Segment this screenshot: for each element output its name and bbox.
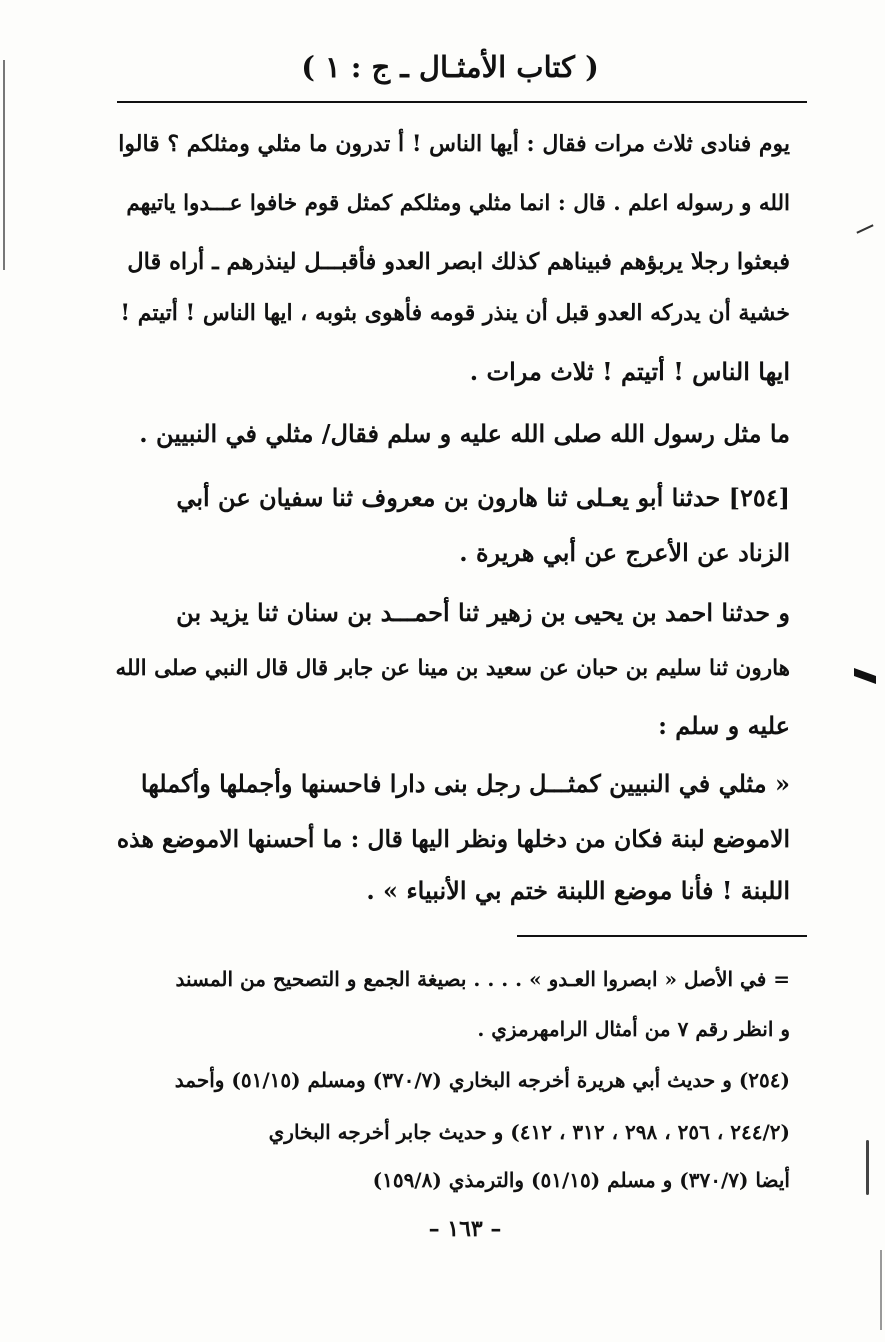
running-header: ( كتاب الأمثـال ـ ج : ١ ) [301,50,599,84]
footnote-line: أيضا (٣٧٠/٧) و مسلم (٥١/١٥) والترمذي (١٥٩/٨) [372,1168,790,1192]
page-number: – ١٦٣ – [428,1216,502,1242]
body-line: عليه و سلم : [658,711,790,740]
body-line: هارون ثنا سليم بن حبان عن سعيد بن مينا عن جابر قال قال النبي صلى الله [115,656,790,681]
left-margin-edge [3,60,5,270]
right-margin-mark [856,224,873,233]
footnote-rule [517,935,807,937]
footnote-line: و انظر رقم ٧ من أمثال الرامهرمزي . [477,1017,790,1041]
right-margin-mark [854,668,876,684]
footnote-line: = في الأصل « ابصروا العـدو » . . . . بصيغة الجمع و التصحيح من المسند [175,967,790,991]
body-line: ما مثل رسول الله صلى الله عليه و سلم فقال/ مثلي في النبيين . [139,419,790,448]
header-rule [117,101,807,103]
body-line: فبعثوا رجلا يربؤهم فبيناهم كذلك ابصر العدو فأقبـــل لينذرهم ـ أراه قال [127,249,790,275]
right-margin-edge [880,1250,882,1330]
body-line: الاموضع لبنة فكان من دخلها ونظر اليها قال : ما أحسنها الاموضع هذه [116,825,790,853]
body-line: [٢٥٤] حدثنا أبو يعـلى ثنا هارون بن معروف ثنا سفيان عن أبي [176,483,790,512]
body-line: خشية أن يدركه العدو قبل أن ينذر قومه فأهوى بثوبه ، ايها الناس ! أتيتم ! [120,300,790,326]
body-line: اللبنة ! فأنا موضع اللبنة ختم بي الأنبياء » . [366,876,790,905]
body-line: ايها الناس ! أتيتم ! ثلاث مرات . [469,357,790,386]
body-line: الله و رسوله اعلم . قال : انما مثلي ومثلكم كمثل قوم خافوا عـــدوا ياتيهم [126,191,790,216]
footnote-line: (٢٤٤/٢ ، ٢٥٦ ، ٢٩٨ ، ٣١٢ ، ٤١٢) و حديث جابر أخرجه البخاري [268,1120,790,1144]
footnote-line: (٢٥٤) و حديث أبي هريرة أخرجه البخاري (٣٧٠/٧) ومسلم (٥١/١٥) وأحمد [174,1068,790,1092]
body-line: « مثلي في النبيين كمثـــل رجل بنى دارا فاحسنها وأجملها وأكملها [140,769,790,798]
body-line: الزناد عن الأعرج عن أبي هريرة . [459,538,790,567]
right-margin-mark [866,1140,869,1195]
body-line: و حدثنا احمد بن يحيى بن زهير ثنا أحمـــد بن سنان ثنا يزيد بن [176,598,790,627]
body-line: يوم فنادى ثلاث مرات فقال : أيها الناس ! أ تدرون ما مثلي ومثلكم ؟ قالوا [118,131,790,157]
